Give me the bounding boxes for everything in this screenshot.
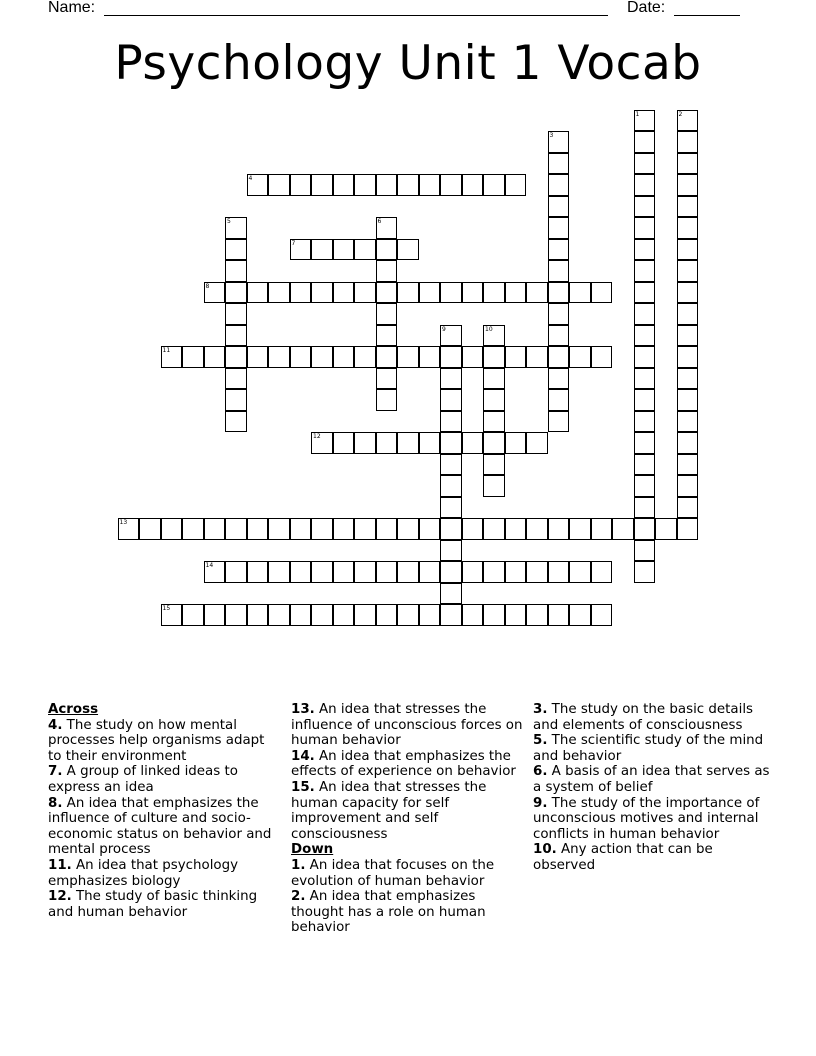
grid-cell[interactable]	[225, 518, 247, 540]
clue-item	[291, 780, 523, 842]
grid-cell[interactable]	[483, 368, 505, 390]
grid-cell[interactable]	[677, 217, 699, 239]
grid-cell[interactable]	[505, 518, 527, 540]
clue-text: The scientific study of the mind and behavior	[533, 733, 764, 764]
grid-cell[interactable]	[677, 153, 699, 175]
clue-number: 11.	[48, 857, 72, 873]
grid-cell[interactable]	[677, 303, 699, 325]
grid-cell[interactable]	[311, 604, 333, 626]
grid-cell[interactable]	[311, 282, 333, 304]
clue-number: 13.	[291, 702, 315, 717]
grid-cell[interactable]	[634, 432, 656, 454]
grid-cell[interactable]	[634, 368, 656, 390]
grid-cell[interactable]	[290, 174, 312, 196]
down-heading: Down	[291, 842, 334, 858]
clue-item	[291, 749, 523, 780]
clue-text: An idea that emphasizes the influence of culture and socio-economic status on behavior and mental process	[48, 795, 272, 858]
clue-text: The study on how mental processes help organisms adapt to their environment	[48, 717, 265, 764]
grid-cell[interactable]	[225, 389, 247, 411]
grid-cell[interactable]	[118, 518, 140, 540]
cell-number: 7	[291, 239, 296, 247]
clue-text: An idea that emphasizes the effects of experience on behavior	[291, 748, 516, 780]
grid-cell[interactable]	[483, 282, 505, 304]
grid-cell[interactable]	[354, 604, 376, 626]
grid-cell[interactable]	[634, 411, 656, 433]
grid-cell[interactable]	[419, 561, 441, 583]
grid-cell[interactable]	[548, 325, 570, 347]
grid-cell[interactable]	[634, 518, 656, 540]
grid-cell[interactable]	[419, 282, 441, 304]
clues-column-1	[48, 702, 280, 920]
clue-item	[533, 842, 773, 873]
clue-text: An idea that stresses the human capacity for self improvement and self consciousness	[291, 779, 487, 842]
grid-cell[interactable]	[462, 518, 484, 540]
grid-cell[interactable]	[548, 174, 570, 196]
grid-cell[interactable]	[354, 518, 376, 540]
grid-cell[interactable]	[483, 389, 505, 411]
grid-cell[interactable]	[505, 282, 527, 304]
grid-cell[interactable]	[440, 346, 462, 368]
grid-cell[interactable]	[655, 518, 677, 540]
grid-cell[interactable]	[182, 518, 204, 540]
grid-cell[interactable]	[483, 475, 505, 497]
grid-cell[interactable]	[548, 303, 570, 325]
grid-cell[interactable]	[290, 239, 312, 261]
grid-cell[interactable]	[462, 282, 484, 304]
clue-text: The study of the importance of unconscious motives and internal conflicts in human behavior	[533, 795, 760, 842]
clue-number: 14.	[291, 748, 315, 764]
grid-cell[interactable]	[634, 497, 656, 519]
cell-number: 8	[205, 282, 210, 290]
clue-item	[291, 702, 523, 749]
grid-cell[interactable]	[225, 368, 247, 390]
grid-cell[interactable]	[376, 518, 398, 540]
grid-cell[interactable]	[354, 239, 376, 261]
puzzle-title: Psychology Unit 1 Vocab	[114, 36, 702, 91]
grid-cell[interactable]	[677, 497, 699, 519]
clue-text: An idea that emphasizes thought has a role on human behavior	[291, 889, 486, 936]
grid-cell[interactable]	[376, 217, 398, 239]
grid-cell[interactable]	[397, 239, 419, 261]
grid-cell[interactable]	[247, 561, 269, 583]
grid-cell[interactable]	[354, 174, 376, 196]
grid-cell[interactable]	[526, 282, 548, 304]
grid-cell[interactable]	[397, 282, 419, 304]
grid-cell[interactable]	[483, 561, 505, 583]
grid-cell[interactable]	[268, 282, 290, 304]
clue-number: 8.	[48, 795, 63, 811]
grid-cell[interactable]	[440, 540, 462, 562]
grid-cell[interactable]	[376, 282, 398, 304]
clue-item	[533, 702, 773, 733]
grid-cell[interactable]	[634, 110, 656, 132]
grid-cell[interactable]	[440, 475, 462, 497]
grid-cell[interactable]	[376, 389, 398, 411]
grid-cell[interactable]	[677, 260, 699, 282]
grid-cell[interactable]	[397, 346, 419, 368]
clue-number: 15.	[291, 779, 315, 795]
grid-cell[interactable]	[311, 518, 333, 540]
grid-cell[interactable]	[634, 260, 656, 282]
grid-cell[interactable]	[634, 303, 656, 325]
grid-cell[interactable]	[526, 432, 548, 454]
grid-cell[interactable]	[591, 346, 613, 368]
grid-cell[interactable]	[569, 518, 591, 540]
clue-number: 5.	[533, 733, 548, 749]
name-label: Name:	[48, 0, 96, 16]
grid-cell[interactable]	[225, 346, 247, 368]
clue-text: An idea that psychology emphasizes biology	[48, 857, 239, 889]
grid-cell[interactable]	[354, 346, 376, 368]
grid-cell[interactable]	[548, 561, 570, 583]
cell-number: 14	[205, 562, 214, 569]
across-clue-list	[48, 718, 280, 921]
grid-cell[interactable]	[290, 561, 312, 583]
clue-text: An idea that focuses on the evolution of human behavior	[291, 857, 495, 889]
grid-cell[interactable]	[440, 282, 462, 304]
grid-cell[interactable]	[333, 346, 355, 368]
grid-cell[interactable]	[268, 174, 290, 196]
grid-cell[interactable]	[505, 432, 527, 454]
clue-item	[533, 796, 773, 843]
clue-text: The study of basic thinking and human behavior	[48, 889, 258, 920]
grid-cell[interactable]	[440, 454, 462, 476]
grid-cell[interactable]	[225, 325, 247, 347]
grid-cell[interactable]	[376, 239, 398, 261]
grid-cell[interactable]	[634, 540, 656, 562]
grid-cell[interactable]	[225, 604, 247, 626]
grid-cell[interactable]	[376, 325, 398, 347]
grid-cell[interactable]	[419, 432, 441, 454]
grid-cell[interactable]	[483, 325, 505, 347]
grid-cell[interactable]	[634, 131, 656, 153]
cell-number: 11	[162, 347, 171, 354]
clue-number: 3.	[533, 702, 548, 717]
grid-cell[interactable]	[677, 346, 699, 368]
grid-cell[interactable]	[483, 604, 505, 626]
grid-cell[interactable]	[677, 518, 699, 540]
grid-cell[interactable]	[311, 174, 333, 196]
grid-cell[interactable]	[311, 432, 333, 454]
grid-cell[interactable]	[548, 260, 570, 282]
grid-cell[interactable]	[376, 561, 398, 583]
grid-cell[interactable]	[483, 518, 505, 540]
grid-cell[interactable]	[182, 604, 204, 626]
grid-cell[interactable]	[225, 561, 247, 583]
grid-cell[interactable]	[548, 346, 570, 368]
grid-cell[interactable]	[333, 604, 355, 626]
clues-column-3	[533, 702, 773, 874]
grid-cell[interactable]	[376, 303, 398, 325]
clue-item	[48, 796, 280, 858]
grid-cell[interactable]	[419, 346, 441, 368]
grid-cell[interactable]	[591, 604, 613, 626]
grid-cell[interactable]	[677, 432, 699, 454]
clue-number: 6.	[533, 764, 548, 780]
grid-cell[interactable]	[440, 174, 462, 196]
grid-cell[interactable]	[247, 604, 269, 626]
grid-cell[interactable]	[440, 368, 462, 390]
grid-cell[interactable]	[634, 346, 656, 368]
clue-item	[533, 764, 773, 795]
grid-cell[interactable]	[591, 518, 613, 540]
grid-cell[interactable]	[677, 174, 699, 196]
grid-cell[interactable]	[548, 411, 570, 433]
grid-cell[interactable]	[419, 518, 441, 540]
grid-cell[interactable]	[376, 368, 398, 390]
grid-cell[interactable]	[548, 239, 570, 261]
cell-number: 2	[678, 110, 683, 118]
grid-cell[interactable]	[376, 174, 398, 196]
grid-cell[interactable]	[483, 411, 505, 433]
grid-cell[interactable]	[569, 561, 591, 583]
grid-cell[interactable]	[290, 604, 312, 626]
grid-cell[interactable]	[677, 475, 699, 497]
grid-cell[interactable]	[462, 432, 484, 454]
clue-text: Any action that can be observed	[533, 842, 713, 873]
grid-cell[interactable]	[634, 325, 656, 347]
grid-cell[interactable]	[440, 561, 462, 583]
grid-cell[interactable]	[290, 346, 312, 368]
grid-cell[interactable]	[548, 368, 570, 390]
grid-cell[interactable]	[376, 260, 398, 282]
cell-number: 12	[313, 433, 321, 440]
grid-cell[interactable]	[204, 518, 226, 540]
grid-cell[interactable]	[440, 497, 462, 519]
down-clue-list	[291, 858, 523, 936]
grid-cell[interactable]	[247, 282, 269, 304]
grid-cell[interactable]	[268, 561, 290, 583]
cell-number: 4	[248, 175, 253, 182]
across-heading: Across	[48, 702, 99, 717]
clue-item	[291, 889, 523, 936]
grid-cell[interactable]	[225, 239, 247, 261]
grid-cell[interactable]	[333, 432, 355, 454]
grid-cell[interactable]	[333, 174, 355, 196]
clue-number: 10.	[533, 842, 557, 858]
grid-cell[interactable]	[634, 196, 656, 218]
grid-cell[interactable]	[677, 239, 699, 261]
grid-cell[interactable]	[526, 518, 548, 540]
grid-cell[interactable]	[462, 561, 484, 583]
clues-column-2	[291, 702, 523, 936]
grid-cell[interactable]	[526, 604, 548, 626]
grid-cell[interactable]	[397, 432, 419, 454]
grid-cell[interactable]	[548, 217, 570, 239]
grid-cell[interactable]	[440, 583, 462, 605]
grid-cell[interactable]	[354, 561, 376, 583]
grid-cell[interactable]	[677, 389, 699, 411]
cell-number: 1	[635, 110, 640, 118]
date-label: Date:	[627, 0, 666, 16]
clue-number: 9.	[533, 795, 548, 811]
grid-cell[interactable]	[440, 518, 462, 540]
grid-cell[interactable]	[634, 153, 656, 175]
across-clue-list-continued	[291, 702, 523, 842]
grid-cell[interactable]	[440, 432, 462, 454]
grid-cell[interactable]	[225, 282, 247, 304]
grid-cell[interactable]	[677, 325, 699, 347]
grid-cell[interactable]	[677, 454, 699, 476]
grid-cell[interactable]	[225, 260, 247, 282]
grid-cell[interactable]	[225, 303, 247, 325]
grid-cell[interactable]	[634, 561, 656, 583]
grid-cell[interactable]	[569, 346, 591, 368]
grid-cell[interactable]	[290, 518, 312, 540]
grid-cell[interactable]	[634, 282, 656, 304]
grid-cell[interactable]	[397, 518, 419, 540]
grid-cell[interactable]	[548, 196, 570, 218]
grid-cell[interactable]	[591, 561, 613, 583]
grid-cell[interactable]	[440, 325, 462, 347]
grid-cell[interactable]	[548, 389, 570, 411]
grid-cell[interactable]	[397, 561, 419, 583]
grid-cell[interactable]	[612, 518, 634, 540]
grid-cell[interactable]	[161, 604, 183, 626]
grid-cell[interactable]	[204, 346, 226, 368]
grid-cell[interactable]	[311, 561, 333, 583]
grid-cell[interactable]	[483, 174, 505, 196]
grid-cell[interactable]	[677, 131, 699, 153]
cell-number: 3	[549, 132, 554, 139]
clue-item	[533, 733, 773, 764]
grid-cell[interactable]	[569, 604, 591, 626]
grid-cell[interactable]	[268, 518, 290, 540]
grid-cell[interactable]	[505, 346, 527, 368]
grid-cell[interactable]	[333, 561, 355, 583]
grid-cell[interactable]	[376, 604, 398, 626]
grid-cell[interactable]	[462, 174, 484, 196]
grid-cell[interactable]	[376, 432, 398, 454]
grid-cell[interactable]	[419, 604, 441, 626]
clue-item	[291, 858, 523, 889]
grid-cell[interactable]	[526, 346, 548, 368]
grid-cell[interactable]	[548, 282, 570, 304]
cell-number: 13	[119, 519, 128, 526]
grid-cell[interactable]	[268, 346, 290, 368]
cell-number: 10	[485, 325, 493, 333]
grid-cell[interactable]	[268, 604, 290, 626]
grid-cell[interactable]	[440, 389, 462, 411]
grid-cell[interactable]	[204, 604, 226, 626]
grid-cell[interactable]	[548, 518, 570, 540]
grid-cell[interactable]	[483, 432, 505, 454]
grid-cell[interactable]	[505, 174, 527, 196]
grid-cell[interactable]	[677, 368, 699, 390]
grid-cell[interactable]	[526, 561, 548, 583]
grid-cell[interactable]	[376, 346, 398, 368]
grid-cell[interactable]	[182, 346, 204, 368]
cell-number: 6	[377, 218, 382, 225]
grid-cell[interactable]	[677, 282, 699, 304]
grid-cell[interactable]	[247, 346, 269, 368]
clue-number: 7.	[48, 764, 63, 780]
grid-cell[interactable]	[397, 174, 419, 196]
clue-number: 4.	[48, 717, 63, 733]
grid-cell[interactable]	[247, 174, 269, 196]
grid-cell[interactable]	[225, 217, 247, 239]
grid-cell[interactable]	[505, 604, 527, 626]
grid-cell[interactable]	[354, 282, 376, 304]
grid-cell[interactable]	[397, 604, 419, 626]
clue-item	[48, 858, 280, 889]
grid-cell[interactable]	[290, 282, 312, 304]
clue-text: The study on the basic details and elements of consciousness	[533, 702, 754, 733]
grid-cell[interactable]	[161, 518, 183, 540]
grid-cell[interactable]	[591, 282, 613, 304]
clue-number: 2.	[291, 889, 306, 905]
grid-cell[interactable]	[225, 411, 247, 433]
clue-text: An idea that stresses the influence of unconscious forces on human behavior	[291, 702, 523, 749]
grid-cell[interactable]	[634, 389, 656, 411]
grid-cell[interactable]	[548, 131, 570, 153]
grid-cell[interactable]	[440, 604, 462, 626]
grid-cell[interactable]	[505, 561, 527, 583]
grid-cell[interactable]	[548, 604, 570, 626]
grid-cell[interactable]	[462, 346, 484, 368]
grid-cell[interactable]	[333, 282, 355, 304]
grid-cell[interactable]	[354, 432, 376, 454]
grid-cell[interactable]	[677, 110, 699, 132]
grid-cell[interactable]	[634, 217, 656, 239]
grid-cell[interactable]	[161, 346, 183, 368]
grid-cell[interactable]	[548, 153, 570, 175]
grid-cell[interactable]	[634, 454, 656, 476]
grid-cell[interactable]	[483, 346, 505, 368]
grid-cell[interactable]	[333, 518, 355, 540]
grid-cell[interactable]	[634, 174, 656, 196]
grid-cell[interactable]	[634, 239, 656, 261]
grid-cell[interactable]	[677, 411, 699, 433]
down-clue-list-continued	[533, 702, 773, 874]
clue-number: 12.	[48, 889, 72, 905]
clue-item	[48, 889, 280, 920]
grid-cell[interactable]	[204, 282, 226, 304]
grid-cell[interactable]	[634, 475, 656, 497]
grid-cell[interactable]	[440, 411, 462, 433]
clue-text: A group of linked ideas to express an idea	[48, 764, 238, 795]
grid-cell[interactable]	[569, 282, 591, 304]
clue-item	[48, 718, 280, 765]
grid-cell[interactable]	[419, 174, 441, 196]
clue-number: 1.	[291, 857, 306, 873]
grid-cell[interactable]	[483, 454, 505, 476]
grid-cell[interactable]	[311, 346, 333, 368]
clue-item	[48, 764, 280, 795]
grid-cell[interactable]	[311, 239, 333, 261]
cell-number: 5	[227, 218, 231, 225]
cell-number: 9	[442, 325, 446, 333]
grid-cell[interactable]	[462, 604, 484, 626]
grid-cell[interactable]	[677, 196, 699, 218]
cell-number: 15	[162, 605, 171, 612]
grid-cell[interactable]	[333, 239, 355, 261]
grid-cell[interactable]	[247, 518, 269, 540]
grid-cell[interactable]	[139, 518, 161, 540]
grid-cell[interactable]	[204, 561, 226, 583]
clue-text: A basis of an idea that serves as a system of belief	[533, 764, 770, 795]
